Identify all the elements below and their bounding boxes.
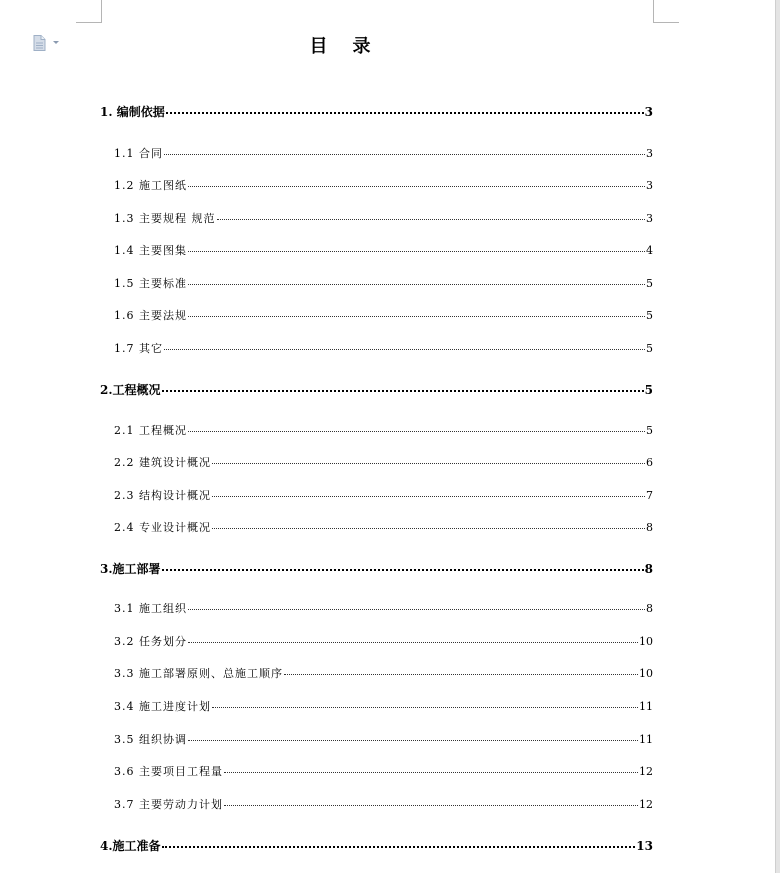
toc-entry[interactable] — [114, 276, 653, 292]
toc-entry[interactable] — [114, 488, 653, 504]
toc-dot-leader — [212, 486, 645, 497]
toc-entry-label: 3.7 主要劳动力计划 — [114, 798, 223, 811]
toc-page-number: 5 — [646, 277, 653, 290]
toc-entry[interactable] — [114, 146, 653, 162]
toc-entry-label: 1. 编制依据 — [100, 105, 165, 119]
toc-dot-leader — [188, 306, 645, 317]
toc-page-number: 10 — [639, 635, 653, 648]
toc-entry-label: 1.3 主要规程 规范 — [114, 212, 216, 225]
toc-entry[interactable] — [114, 666, 653, 682]
toc-entry-label: 1.2 施工图纸 — [114, 179, 187, 192]
toc-page-number: 13 — [636, 839, 653, 853]
toc-entry[interactable] — [114, 341, 653, 357]
toc-page-number: 5 — [646, 424, 653, 437]
toc-dot-leader — [162, 836, 636, 848]
toc-page-number: 3 — [646, 179, 653, 192]
toc-entry[interactable] — [114, 243, 653, 259]
page-title: 目 录 — [309, 36, 371, 57]
toc-dot-leader — [188, 274, 645, 285]
toc-entry[interactable] — [114, 308, 653, 324]
toc-dot-leader — [164, 144, 645, 155]
toc-page-number: 5 — [644, 383, 653, 397]
toc-page-number: 11 — [639, 700, 653, 713]
toc-page-number: 3 — [646, 147, 653, 160]
toc-dot-leader — [188, 599, 645, 610]
toc-entry-label: 2.1 工程概况 — [114, 424, 187, 437]
toc-page-number: 7 — [646, 489, 653, 502]
toc-dot-leader — [188, 241, 645, 252]
toc-entry-label: 3.3 施工部署原则、总施工顺序 — [114, 667, 283, 680]
toc-entry[interactable] — [100, 561, 653, 577]
toc-dot-leader — [188, 421, 645, 432]
toc-dot-leader — [212, 697, 638, 708]
toc-dot-leader — [162, 380, 644, 392]
toc-entry-label: 1.1 合同 — [114, 147, 163, 160]
toc-dot-leader — [164, 339, 645, 350]
toc-entry[interactable] — [114, 699, 653, 715]
toc-entry-label: 3.2 任务划分 — [114, 635, 187, 648]
toc-entry-label: 2.2 建筑设计概况 — [114, 456, 211, 469]
toc-dot-leader — [188, 632, 638, 643]
toc-entry-label: 3.施工部署 — [100, 562, 161, 576]
toc-entry-label: 2.4 专业设计概况 — [114, 521, 211, 534]
toc-entry[interactable] — [114, 211, 653, 227]
toc-entry-label: 3.4 施工进度计划 — [114, 700, 211, 713]
toc-dot-leader — [224, 795, 638, 806]
toc-page-number: 8 — [644, 562, 653, 576]
toc-entry[interactable] — [114, 764, 653, 780]
toc-entry-label: 2.工程概况 — [100, 383, 161, 397]
toc-page-number: 8 — [646, 602, 653, 615]
toc-entry[interactable] — [114, 601, 653, 617]
toc-entry[interactable] — [114, 455, 653, 471]
toc-page-number: 11 — [639, 733, 653, 746]
toc-page-number: 3 — [646, 212, 653, 225]
toc-dot-leader — [284, 664, 638, 675]
toc-page-number: 10 — [639, 667, 653, 680]
toc-dot-leader — [212, 453, 645, 464]
toc-page-number: 6 — [646, 456, 653, 469]
toc-page-number: 4 — [646, 244, 653, 257]
toc-entry-label: 4.施工准备 — [100, 839, 161, 853]
toc-entry[interactable] — [114, 520, 653, 536]
toc-entry[interactable] — [100, 382, 653, 398]
toc-entry-label: 1.4 主要图集 — [114, 244, 187, 257]
toc-page-number: 8 — [646, 521, 653, 534]
toc-page-number: 3 — [644, 105, 653, 119]
toc-page-number: 5 — [646, 309, 653, 322]
toc-dot-leader — [166, 102, 644, 114]
toc-entry[interactable] — [114, 178, 653, 194]
toc-entry[interactable] — [114, 797, 653, 813]
toc-dot-leader — [188, 730, 638, 741]
toc-dot-leader — [212, 518, 645, 529]
toc-entry[interactable] — [114, 732, 653, 748]
toc-entry-label: 3.5 组织协调 — [114, 733, 187, 746]
toc-entry[interactable] — [100, 838, 653, 854]
toc-entry[interactable] — [114, 634, 653, 650]
toc-entry[interactable] — [100, 104, 653, 120]
toc-entry-label: 3.6 主要项目工程量 — [114, 765, 223, 778]
toc-entry-label: 2.3 结构设计概况 — [114, 489, 211, 502]
toc-entry-label: 1.5 主要标准 — [114, 277, 187, 290]
toc-entry-label: 1.6 主要法规 — [114, 309, 187, 322]
toc-dot-leader — [188, 176, 645, 187]
toc-dot-leader — [224, 762, 638, 773]
toc-page-number: 12 — [639, 765, 653, 778]
toc-entry[interactable] — [114, 423, 653, 439]
toc-page-number: 12 — [639, 798, 653, 811]
toc-dot-leader — [162, 559, 644, 571]
toc-page-number: 5 — [646, 342, 653, 355]
toc-dot-leader — [217, 209, 646, 220]
toc-entry-label: 1.7 其它 — [114, 342, 163, 355]
toc-entry-label: 3.1 施工组织 — [114, 602, 187, 615]
